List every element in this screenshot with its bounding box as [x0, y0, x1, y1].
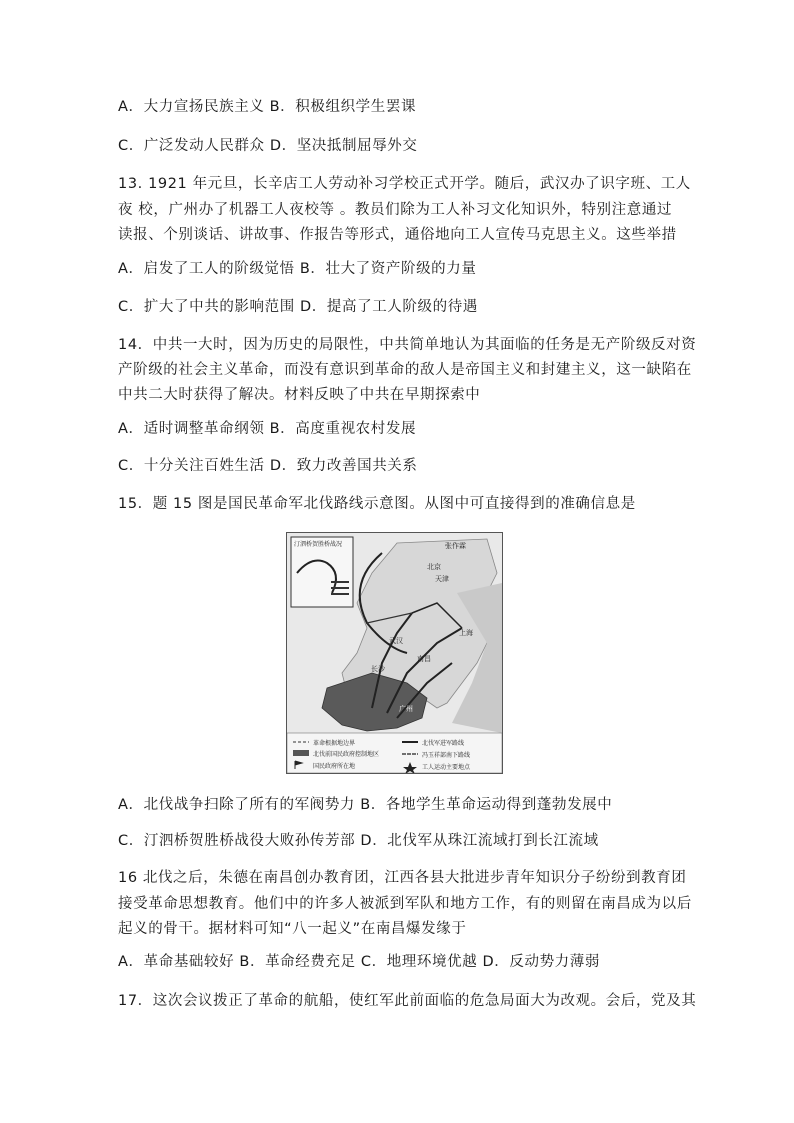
legend-label: 北伐前国民政府控制地区 [313, 751, 380, 758]
text-line-19: 17．这次会议拨正了革命的航船，使红军此前面临的危急局面大为改观。会后，党及其 [118, 993, 697, 1009]
city-label: 北京 [427, 563, 441, 571]
text-line-4: 读报、个别谈话、讲故事、作报告等形式，通俗地向工人宣传马克思主义。这些举措 [118, 227, 677, 243]
text-line-7: 14．中共一大时，因为历史的局限性，中共简单地认为其面临的任务是无产阶级反对资 [118, 337, 697, 353]
text-line-13: A．北伐战争扫除了所有的军阀势力 B．各地学生革命运动得到蓬勃发展中 [118, 797, 613, 813]
text-line-8: 产阶级的社会主义革命，而没有意识到革命的敌人是帝国主义和封建主义，这一缺陷在 [118, 362, 692, 378]
text-line-11: C．十分关注百姓生活 D．致力改善国共关系 [118, 458, 418, 474]
text-line-5: A．启发了工人的阶级觉悟 B．壮大了资产阶级的力量 [118, 261, 477, 277]
region-label: 张作霖 [445, 542, 466, 550]
legend-label: 北伐军进军路线 [422, 740, 465, 747]
text-line-2: 13. 1921 年元旦，长辛店工人劳动补习学校正式开学。随后，武汉办了识字班、工人 [118, 176, 691, 192]
legend-label: 冯玉祥部南下路线 [422, 752, 471, 759]
city-label: 广州 [399, 705, 413, 713]
city-label: 上海 [459, 629, 473, 637]
legend-label: 工人运动主要地点 [422, 764, 471, 771]
legend-label: 国民政府所在地 [313, 763, 356, 770]
city-label: 天津 [435, 575, 449, 583]
inset-legend-mark [331, 581, 349, 583]
text-line-1: C．广泛发动人民群众 D．坚决抵制屈辱外交 [118, 138, 418, 154]
text-line-12: 15．题 15 图是国民革命军北伐路线示意图。从图中可直接得到的准确信息是 [118, 496, 636, 512]
text-line-10: A．适时调整革命纲领 B．高度重视农村发展 [118, 421, 417, 437]
map-figure [287, 533, 502, 773]
inset-title: 汀泗桥贺胜桥战况 [294, 541, 343, 548]
text-line-9: 中共二大时获得了解决。材料反映了中共在早期探索中 [118, 387, 481, 403]
legend-symbol [293, 750, 309, 756]
inset-legend-mark [331, 593, 349, 595]
text-line-14: C．汀泗桥贺胜桥战役大败孙传芳部 D．北伐军从珠江流域打到长江流域 [118, 833, 599, 849]
northern-expedition-map [286, 532, 503, 774]
text-line-6: C．扩大了中共的影响范围 D．提高了工人阶级的待遇 [118, 299, 478, 315]
city-label: 长沙 [371, 665, 385, 673]
text-line-0: A．大力宣扬民族主义 B．积极组织学生罢课 [118, 99, 417, 115]
city-label: 武汉 [389, 637, 403, 645]
text-line-15: 16 北伐之后，朱德在南昌创办教育团，江西各县大批进步青年知识分子纷纷到教育团 [118, 870, 687, 886]
text-line-16: 接受革命思想教育。他们中的许多人被派到军队和地方工作，有的则留在南昌成为以后 [118, 896, 692, 912]
text-line-18: A．革命基础较好 B．革命经费充足 C．地理环境优越 D．反动势力薄弱 [118, 954, 600, 970]
text-line-17: 起义的骨干。据材料可知“八一起义”在南昌爆发缘于 [118, 921, 467, 937]
city-label: 南昌 [417, 655, 431, 663]
inset-legend-mark [331, 587, 349, 589]
legend-label: 革命根据地边界 [313, 740, 356, 747]
text-line-3: 夜 校，广州办了机器工人夜校等 。教员们除为工人补习文化知识外，特别注意通过 [118, 202, 673, 218]
